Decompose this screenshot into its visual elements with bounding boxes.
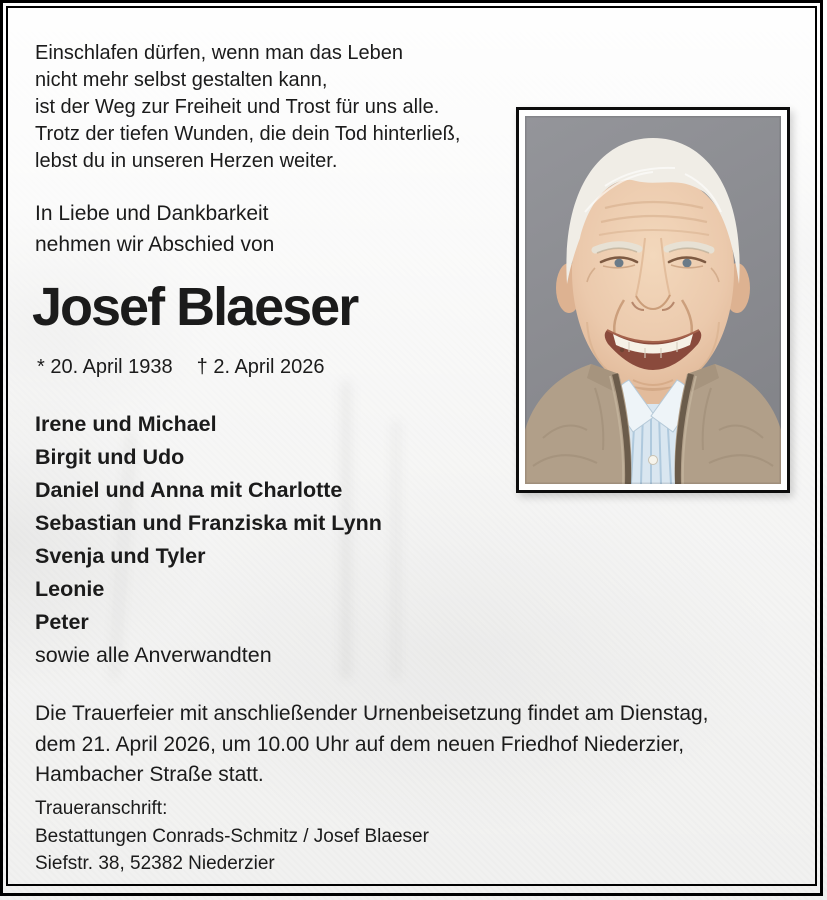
life-dates xyxy=(37,356,325,379)
address-line-1: Bestattungen Conrads-Schmitz / Josef Blaeser xyxy=(35,825,429,847)
funeral-info xyxy=(35,699,709,791)
poem-line-1: Einschlafen dürfen, wenn man das Leben xyxy=(35,42,404,64)
portrait-photo-frame xyxy=(516,107,790,493)
poem-line-2: nicht mehr selbst gestalten kann, xyxy=(35,69,328,91)
mourners-list xyxy=(35,408,382,672)
address-label: Traueranschrift: xyxy=(35,798,168,819)
poem-line-3: ist der Weg zur Freiheit und Trost für uns alle. xyxy=(35,96,440,118)
funeral-line-3: Hambacher Straße statt. xyxy=(35,763,264,786)
portrait-photo xyxy=(525,116,781,484)
birth-date: * 20. April 1938 xyxy=(37,356,173,378)
poem-line-5: lebst du in unseren Herzen weiter. xyxy=(35,150,338,172)
poem xyxy=(35,40,460,175)
mourning-address xyxy=(35,795,429,878)
funeral-line-2: dem 21. April 2026, um 10.00 Uhr auf dem neuen Friedhof Niederzier, xyxy=(35,732,685,756)
address-line-2: Siefstr. 38, 52382 Niederzier xyxy=(35,853,275,874)
death-date: † 2. April 2026 xyxy=(196,356,325,378)
mourner-line: Leonie xyxy=(35,577,105,601)
farewell-intro xyxy=(35,198,274,260)
mourner-line: Birgit und Udo xyxy=(35,445,185,469)
mourner-line: Irene und Michael xyxy=(35,412,217,436)
funeral-line-1: Die Trauerfeier mit anschließender Urnenbeisetzung findet am Dienstag, xyxy=(35,702,709,725)
mourner-line: Daniel und Anna mit Charlotte xyxy=(35,478,343,502)
intro-line-1: In Liebe und Dankbarkeit xyxy=(35,202,269,225)
intro-line-2: nehmen wir Abschied von xyxy=(35,233,275,256)
mourner-line: Peter xyxy=(35,610,89,634)
mourners-suffix: sowie alle Anverwandten xyxy=(35,643,272,667)
mourner-line: Svenja und Tyler xyxy=(35,544,206,568)
deceased-name: Josef Blaeser xyxy=(32,277,358,337)
poem-line-4: Trotz der tiefen Wunden, die dein Tod hinterließ, xyxy=(35,123,461,145)
mourner-line: Sebastian und Franziska mit Lynn xyxy=(35,511,382,535)
